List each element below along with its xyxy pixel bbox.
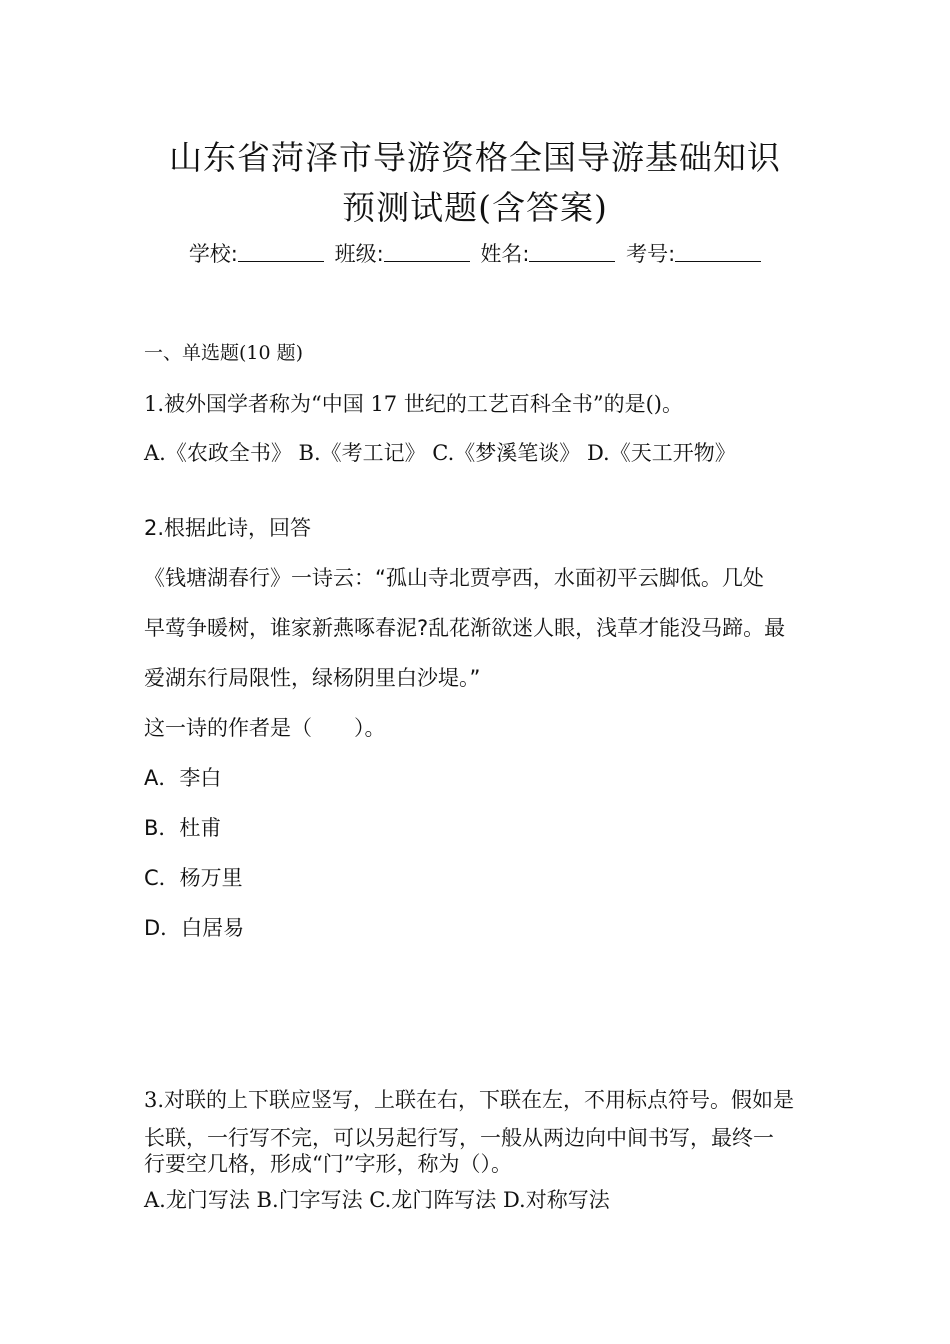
question-2-prompt: 这一诗的作者是（ ）。 (144, 716, 386, 740)
school-field (189, 242, 324, 266)
class-blank[interactable] (384, 260, 470, 262)
school-label: 学校: (188, 242, 238, 266)
section-heading: 一、单选题(10 题) (144, 342, 304, 364)
exam-number-label: 考号: (626, 242, 676, 266)
question-2-poem-line-1: 《钱塘湖春行》一诗云：“孤山寺北贾亭西，水面初平云脚低。几处 (144, 566, 764, 590)
question-2-option-d: D．白居易 (144, 916, 245, 940)
question-1-options: A.《农政全书》 B.《考工记》 C.《梦溪笔谈》 D.《天工开物》 (144, 441, 736, 465)
exam-number-field (626, 242, 761, 266)
question-1-stem: 1.被外国学者称为“中国 17 世纪的工艺百科全书”的是()。 (144, 392, 683, 416)
question-3-stem-line-2: 长联，一行写不完，可以另起行写，一般从两边向中间书写，最终一 (144, 1126, 774, 1150)
exam-number-blank[interactable] (675, 260, 761, 262)
exam-title-line-1: 山东省菏泽市导游资格全国导游基础知识 (169, 138, 781, 177)
question-3-options: A.龙门写法 B.门字写法 C.龙门阵写法 D.对称写法 (144, 1188, 610, 1212)
question-2-poem-line-2: 早莺争暖树，谁家新燕啄春泥?乱花渐欲迷人眼，浅草才能没马蹄。最 (144, 616, 786, 640)
school-blank[interactable] (238, 260, 324, 262)
exam-title-line-2: 预测试题(含答案) (342, 188, 608, 227)
class-label: 班级: (334, 242, 384, 266)
question-2-option-c: C．杨万里 (144, 866, 243, 890)
name-field (480, 242, 615, 266)
name-label: 姓名: (480, 242, 530, 266)
student-info-row (0, 238, 950, 268)
question-2-option-a: A．李白 (144, 766, 222, 790)
question-2-stem: 2.根据此诗，回答 (144, 516, 312, 540)
class-field (335, 242, 470, 266)
question-2-option-b: B．杜甫 (144, 816, 222, 840)
question-3-stem-line-1: 3.对联的上下联应竖写，上联在右，下联在左，不用标点符号。假如是 (144, 1088, 795, 1112)
question-3-stem-line-3: 行要空几格，形成“门”字形，称为（）。 (144, 1152, 512, 1176)
question-2-poem-line-3: 爱湖东行局限性，绿杨阴里白沙堤。” (144, 666, 481, 690)
name-blank[interactable] (529, 260, 615, 262)
